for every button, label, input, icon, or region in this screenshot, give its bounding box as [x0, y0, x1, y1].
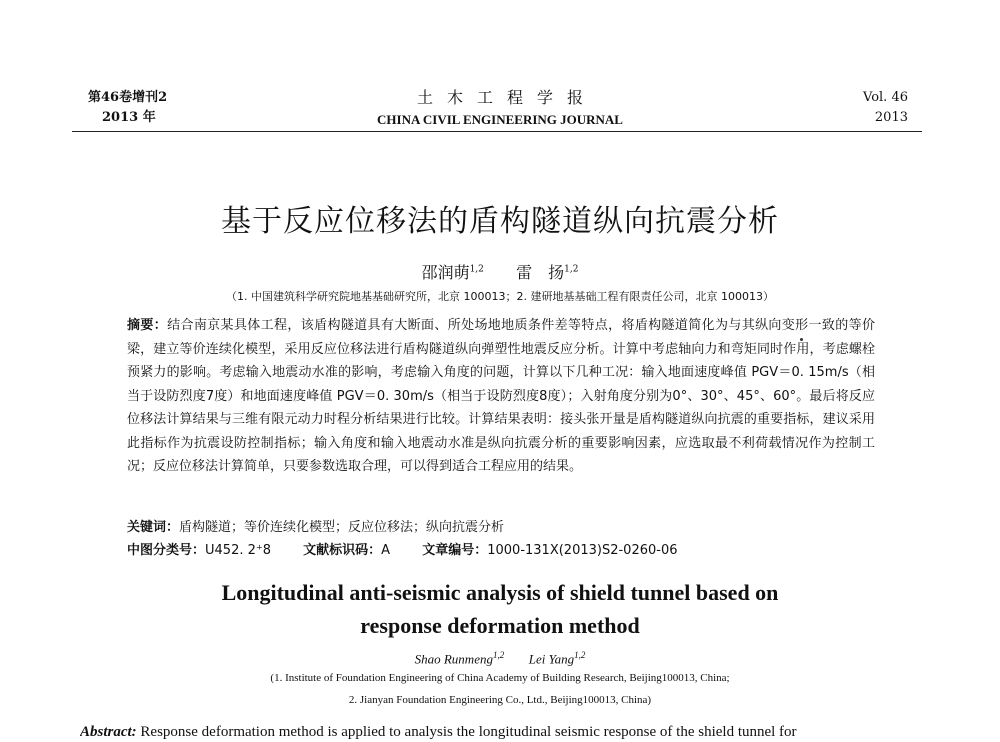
affiliation-en-2: 2. Jianyan Foundation Engineering Co., Ltd., Beijing100013, China): [348, 694, 652, 706]
issue-number: 第46卷增刊2: [88, 90, 168, 105]
doc-code-value: A: [381, 543, 391, 558]
abstract-label-cn: 摘要：: [127, 318, 168, 333]
author-affil-mark: 1,2: [492, 650, 505, 660]
keywords-line: [127, 516, 504, 535]
abstract-cn: [127, 314, 875, 479]
title-en-line1: Longitudinal anti-seismic analysis of shield tunnel based on: [221, 580, 779, 605]
paper-title-cn: 基于反应位移法的盾构隧道纵向抗震分析: [221, 204, 779, 239]
affiliation-en-1: (1. Institute of Foundation Engineering of China Academy of Building Research, Beijing100013, China;: [270, 672, 730, 684]
journal-header: [0, 88, 1000, 130]
header-rule: [72, 131, 922, 132]
issue-year: 2013 年: [102, 110, 156, 125]
abstract-en: [80, 724, 940, 741]
volume-year: 2013: [874, 110, 908, 125]
affiliation-cn: （1. 中国建筑科学研究院地基基础研究所，北京 100013；2. 建研地基基础工程有限责任公司，北京 100013）: [226, 290, 774, 303]
keywords-label: 关键词：: [127, 520, 180, 535]
author-name-en: Lei Yang: [528, 651, 575, 667]
doc-code-label: 文献标识码：: [303, 543, 382, 558]
clc-label: 中图分类号：: [127, 543, 206, 558]
article-number-label: 文章编号：: [422, 543, 488, 558]
keywords-text: 盾构隧道；等价连续化模型；反应位移法；纵向抗震分析: [179, 520, 505, 535]
speck: [800, 338, 803, 341]
title-en-line2: response deformation method: [360, 613, 640, 638]
authors-en: [0, 650, 1000, 667]
journal-name-en: CHINA CIVIL ENGINEERING JOURNAL: [377, 112, 623, 127]
classification-line: [127, 539, 706, 558]
abstract-label-en: Abstract:: [80, 724, 137, 740]
author-affil-mark: 1,2: [574, 650, 586, 660]
volume-info: [863, 88, 908, 128]
paper-title-en: [0, 576, 1000, 642]
clc-value: U452. 2⁺8: [205, 543, 272, 558]
journal-name-cn: 土木工程学报: [416, 88, 597, 107]
article-number-value: 1000-131X(2013)S2-0260-06: [487, 543, 678, 558]
author-name-en: Shao Runmeng: [414, 651, 493, 667]
author-affil-mark: 1,2: [564, 264, 579, 275]
authors-cn: [0, 260, 1000, 283]
abstract-text-cn: 结合南京某具体工程，该盾构隧道具有大断面、所处场地地质条件差等特点，将盾构隧道简化为与其纵向变形一致的等价梁，建立等价连续化模型，采用反应位移法进行盾构隧道纵向弹塑性地震反应分析。计算中考虑轴向力和弯矩同时作用，考虑螺栓预紧力的影响。考虑输入地震动水准的影响，考虑输入角度的问题，计算以下几种工况：输入地面速度峰值 PGV＝0. 15m/s（相当于设防烈度7度）和地面速度峰值 PGV＝0. 30m/s（相当于设防烈度8度）；入射角度分别为0°、30°、45°、60°。最后将反应位移法计算结果与三维有限元动力时程分析结果进行比较。计算结果表明：接头张开量是盾构隧道纵向抗震的重要指标，建议采用此指标作为抗震设防控制指标；输入角度和输入地震动水准是纵向抗震分析的重要影响因素，应选取最不利荷载情况作为控制工况；反应位移法计算简单，只要参数选取合理，可以得到适合工程应用的结果。: [127, 318, 875, 474]
author-name: 邵润萌: [421, 263, 470, 282]
author-affil-mark: 1,2: [469, 264, 484, 275]
volume-number: Vol. 46: [863, 90, 908, 105]
author-name: 雷 扬: [516, 263, 565, 282]
abstract-text-en: Response deformation method is applied to analysis the longitudinal seismic response of the shield tunnel for: [140, 724, 797, 740]
